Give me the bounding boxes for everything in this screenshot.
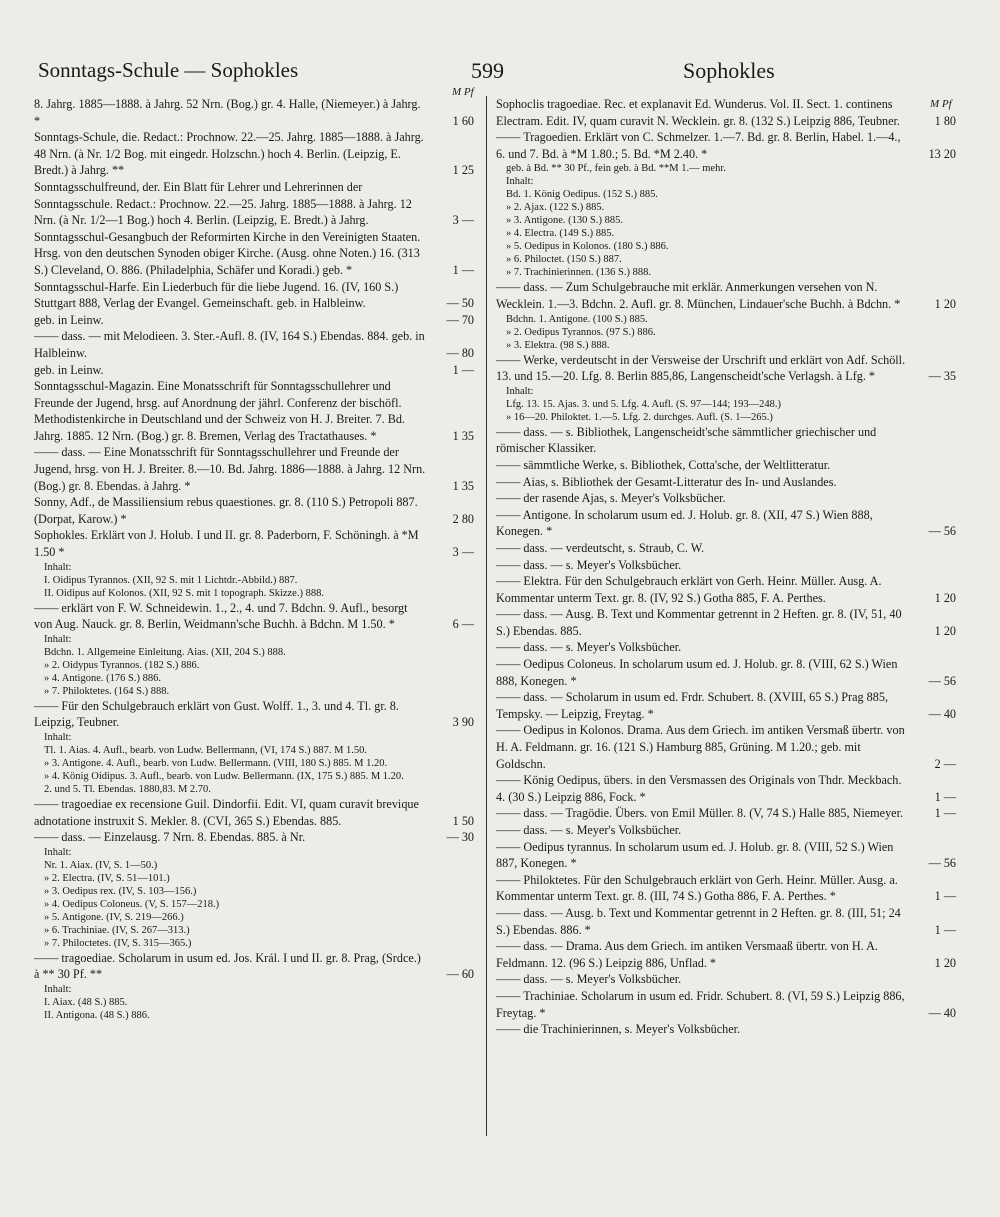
entry-price: — 30 (446, 830, 474, 845)
contents-line: Bd. 1. König Oedipus. (152 S.) 885. (506, 189, 658, 201)
entry-text: —— dass. — Drama. Aus dem Griech. im antiken Versmaaß übertr. von H. A. Feldmann. 12. (96 S.) Leipzig 886, Unflad. * (496, 939, 878, 970)
contents-line: Inhalt: (44, 983, 72, 995)
entry-price: 1 50 (452, 813, 474, 828)
contents-line: » 2. Oidypus Tyrannos. (182 S.) 886. (44, 659, 200, 671)
catalog-entry (496, 424, 956, 457)
contents-line: » 2. Electra. (IV, S. 51—101.) (44, 872, 170, 884)
entry-text: —— Aias, s. Bibliothek der Gesamt-Litteratur des In- und Auslandes. (496, 474, 837, 489)
contents-line: Lfg. 13. 15. Ajas. 3. und 5. Lfg. 4. Aufl. (S. 97—144; 193—248.) (506, 398, 782, 410)
entry-text: —— dass. — verdeutscht, s. Straub, C. W. (496, 540, 705, 555)
catalog-entry (496, 352, 956, 385)
page-number: 599 (471, 58, 504, 83)
catalog-entry (34, 698, 474, 731)
contents-line: » 4. Electra. (149 S.) 885. (506, 228, 615, 240)
entry-text: Sonny, Adf., de Massiliensium rebus quaestiones. gr. 8. (110 S.) Petropoli 887. (Dorpat, Karow.) * (34, 495, 418, 526)
contents-line: Inhalt: (44, 846, 72, 858)
catalog-entry (496, 639, 956, 656)
entry-price: — 60 (446, 967, 474, 982)
entry-price: — 56 (928, 856, 956, 871)
catalog-entry (34, 950, 474, 983)
entry-price: 1 — (934, 806, 956, 821)
contents-line: » 6. Trachiniae. (IV, S. 267—313.) (44, 924, 190, 936)
contents-line: Tl. 1. Aias. 4. Aufl., bearb. von Ludw. Bellermann, (VI, 174 S.) 887. M 1.50. (44, 745, 368, 756)
catalog-entry (496, 971, 956, 988)
entry-text: —— dass. — Zum Schulgebrauche mit erklär. Anmerkungen versehen von N. Wecklein. 1.—3. Bdchn. 2. Aufl. gr. 8. München, Lindauer'sche Buchh. à Bdchn. * (496, 280, 901, 311)
catalog-entry (34, 179, 474, 229)
header-left-title: Sonntags-Schule — Sophokles (38, 58, 299, 82)
entry-price: 1 20 (934, 623, 956, 638)
catalog-entry (34, 600, 474, 633)
entry-text: —— erklärt von F. W. Schneidewin. 1., 2., 4. und 7. Bdchn. 9. Aufl., besorgt von Aug. Nauck. gr. 8. Berlin, Weidmann'sche Buchh. à Bdchn. M 1.50. * (34, 600, 408, 632)
contents-line: » 2. Oedipus Tyrannos. (97 S.) 886. (506, 326, 656, 338)
entry-text: —— Werke, verdeutscht in der Versweise der Urschrift und erklärt von Adf. Schöll. 13. und 15.—20. Lfg. 8. Berlin 885,86, Langenscheidt'sche Verlagsh. à Lfg. * (496, 352, 906, 384)
entry-price: 1 25 (452, 163, 474, 178)
currency-label-left: M Pf (452, 86, 474, 98)
entry-price: 6 — (452, 617, 474, 632)
entry-text: Sonntagsschul-Harfe. Ein Liederbuch für die liebe Jugend. 16. (IV, 160 S.) Stuttgart 888, Verlag der Evangel. Gemeinschaft. geb. in Halbleinw. (34, 279, 399, 311)
entry-text: —— tragoediae. Scholarum in usum ed. Jos. Král. I und II. gr. 8. Prag, (Srdce.) à ** 30 Pf. ** (34, 950, 421, 982)
entry-text: —— dass. — s. Meyer's Volksbücher. (496, 823, 682, 837)
entry-text: —— der rasende Ajas, s. Meyer's Volksbücher. (496, 491, 726, 506)
catalog-entry (496, 872, 956, 905)
contents-line: » 5. Antigone. (IV, S. 219—266.) (44, 911, 184, 923)
entry-price: 1 — (934, 922, 956, 937)
entry-text: —— Oedipus Coloneus. In scholarum usum ed. J. Holub. gr. 8. (VIII, 62 S.) Wien 888, Konegen. * (496, 657, 898, 688)
entry-text: geb. in Leinw. (34, 362, 104, 377)
entry-text: —— dass. — s. Meyer's Volksbücher. (496, 557, 682, 572)
contents-line: » 6. Philoctet. (150 S.) 887. (506, 254, 622, 266)
entry-text: —— dass. — s. Bibliothek, Langenscheidt'sche sämmtlicher griechischer und römischer Klassiker. (496, 424, 877, 456)
left-column (34, 96, 474, 1022)
catalog-entry (496, 722, 956, 772)
entry-text: —— dass. — Scholarum in usum ed. Frdr. Schubert. 8. (XVIII, 65 S.) Prag 885, Tempsky. — Leipzig, Freytag. * (496, 690, 888, 721)
entry-text: —— dass. — s. Meyer's Volksbücher. (496, 972, 682, 987)
entry-text: —— Antigone. In scholarum usum ed. J. Holub. gr. 8. (XII, 47 S.) Wien 888, Konegen. * (496, 507, 873, 539)
contents-line: I. Oidipus Tyrannos. (XII, 92 S. mit 1 Lichtdr.-Abbild.) 887. (44, 574, 298, 586)
contents-line: » 3. Elektra. (98 S.) 888. (506, 339, 610, 351)
catalog-entry (496, 938, 956, 971)
catalog-entry (496, 1021, 956, 1038)
catalog-entry (496, 129, 956, 162)
right-column (496, 96, 956, 1038)
entry-text: Sonntagsschul-Magazin. Eine Monatsschrift für Sonntagsschullehrer und Freunde der Jugend, hrsg. auf Anordnung der jährl. Conferenz der bischöfl. Methodistenkirche in Deutschland und der Schweiz von H. J. Breiter. 7. Bd. Jahrg. 1885. 12 Nrn. (Bog.) gr. 8. Bremen, Verlag des Tractathauses. * (34, 379, 405, 443)
entry-price: 1 60 (452, 113, 474, 128)
entry-text: Sonntagsschulfreund, der. Ein Blatt für Lehrer und Lehrerinnen der Sonntagsschule. Redact.: Prochnow. 22.—25. Jahrg. 1885—1888. à Jahrg. 12 Nrn. (à Nr. 1/2—1 Bog.) hoch 4. Berlin. (Leipzig, E. Bredt.) à Jahrg. (34, 179, 412, 228)
catalog-entry (496, 457, 956, 474)
currency-label-right: M Pf (930, 98, 952, 110)
entry-text: —— dass. — mit Melodieen. 3. Ster.-Aufl. 8. (IV, 164 S.) Ebendas. 884. geb. in Halbleinw. (34, 329, 425, 360)
entry-price: 1 80 (934, 113, 956, 128)
catalog-entry (34, 96, 474, 129)
entry-price: 3 — (452, 545, 474, 560)
catalog-entry (34, 362, 474, 379)
entry-price: 1 — (934, 789, 956, 804)
page-header (0, 58, 1000, 90)
contents-line: Inhalt: (44, 633, 72, 645)
catalog-entry (496, 279, 956, 312)
catalog-entry (496, 540, 956, 557)
contents-line: Bdchn. 1. Allgemeine Einleitung. Aias. (XII, 204 S.) 888. (44, 646, 286, 658)
entry-price: 1 35 (452, 428, 474, 443)
entry-price: 2 80 (452, 511, 474, 526)
entry-price: 1 35 (452, 478, 474, 493)
entry-text: —— Oedipus in Kolonos. Drama. Aus dem Griech. im antiken Versmaß übertr. von H. A. Feldmann. gr. 16. (121 S.) Hamburg 885, Grüning. M 1.20.; geb. mit Goldschn. (496, 723, 905, 771)
contents-line: » 4. Oedipus Coloneus. (V, S. 157—218.) (44, 898, 220, 910)
catalog-entry (496, 839, 956, 872)
entry-price: — 56 (928, 673, 956, 688)
entry-price: — 50 (446, 296, 474, 311)
contents-line: Bdchn. 1. Antigone. (100 S.) 885. (506, 313, 648, 325)
entry-price: 1 — (934, 889, 956, 904)
catalog-entry (34, 378, 474, 444)
contents-line: II. Oidipus auf Kolonos. (XII, 92 S. mit 1 topograph. Skizze.) 888. (44, 587, 324, 599)
entry-price: 2 — (934, 756, 956, 771)
catalog-entry (496, 822, 956, 839)
catalog-entry (496, 557, 956, 574)
contents-line: » 2. Ajax. (122 S.) 885. (506, 202, 605, 214)
contents-line: Nr. 1. Aiax. (IV, S. 1—50.) (44, 859, 158, 871)
entry-price: 3 — (452, 213, 474, 228)
catalog-entry (34, 796, 474, 829)
contents-line: Inhalt: (506, 385, 534, 397)
catalog-entry (496, 656, 956, 689)
entry-price: 3 90 (452, 715, 474, 730)
entry-text: Sophokles. Erklärt von J. Holub. I und II. gr. 8. Paderborn, F. Schöningh. à *M 1.50 * (34, 528, 419, 560)
contents-line: II. Antigona. (48 S.) 886. (44, 1009, 150, 1021)
catalog-entry (34, 279, 474, 312)
contents-line: Inhalt: (44, 561, 72, 573)
catalog-entry (496, 490, 956, 507)
entry-price: 1 20 (934, 296, 956, 311)
entry-price: — 40 (928, 706, 956, 721)
catalog-entry (496, 905, 956, 938)
contents-line: Inhalt: (44, 732, 72, 743)
entry-price: 1 20 (934, 955, 956, 970)
contents-line: 2. und 5. Tl. Ebendas. 1880,83. M 2.70. (44, 784, 211, 795)
entry-text: Sonntagsschul-Gesangbuch der Reformirten Kirche in den Vereinigten Staaten. Hrsg. von den deutschen Synoden obiger Kirche. (Ausg. ohne Noten.) 16. (313 S.) Cleveland, O. 886. (Philadelphia, Schäfer und Koradi.) geb. * (34, 229, 421, 277)
catalog-entry (34, 129, 474, 179)
entry-text: —— sämmtliche Werke, s. Bibliothek, Cotta'sche, der Weltlitteratur. (496, 457, 831, 472)
contents-line: » 7. Philoctetes. (IV, S. 315—365.) (44, 937, 192, 949)
contents-line: » 5. Oedipus in Kolonos. (180 S.) 886. (506, 241, 669, 253)
entry-price: 13 20 (928, 146, 956, 161)
entry-text: —— Für den Schulgebrauch erklärt von Gust. Wolff. 1., 3. und 4. Tl. gr. 8. Leipzig, Teubner. (34, 698, 399, 730)
column-divider (486, 96, 487, 1136)
entry-price: — 70 (446, 312, 474, 327)
entry-text: Sophoclis tragoediae. Rec. et explanavit Ed. Wunderus. Vol. II. Sect. 1. continens Electram. Edit. IV, quam curavit N. Wecklein. gr. 8. (132 S.) Leipzig 886, Teubner. (496, 97, 900, 128)
contents-line: » 3. Antigone. 4. Aufl., bearb. von Ludw. Bellermann. (VIII, 180 S.) 885. M 1.20. (44, 758, 388, 769)
contents-line: geb. à Bd. ** 30 Pf., fein geb. à Bd. **M 1.— mehr. (506, 163, 726, 175)
header-right-title: Sophokles (683, 58, 775, 83)
catalog-entry (496, 96, 956, 129)
contents-line: » 7. Trachinierinnen. (136 S.) 888. (506, 267, 651, 279)
contents-line: » 3. Antigone. (130 S.) 885. (506, 215, 623, 227)
contents-line: » 7. Philoktetes. (164 S.) 888. (44, 685, 170, 697)
catalog-entry (34, 229, 474, 279)
entry-price: — 35 (928, 369, 956, 384)
entry-text: —— dass. — Ausg. b. Text und Kommentar getrennt in 2 Heften. gr. 8. (III, 51; 24 S.) Ebendas. 886. * (496, 905, 901, 937)
entry-text: —— Elektra. Für den Schulgebrauch erklärt von Gerh. Heinr. Müller. Ausg. A. Kommentar unterm Text. gr. 8. (IV, 92 S.) Gotha 885, F. A. Perthes. (496, 574, 882, 605)
entry-text: —— Oedipus tyrannus. In scholarum usum ed. J. Holub. gr. 8. (VIII, 52 S.) Wien 887, Konegen. * (496, 839, 894, 871)
contents-line: » 3. Oedipus rex. (IV, S. 103—156.) (44, 885, 197, 897)
entry-text: —— dass. — s. Meyer's Volksbücher. (496, 640, 682, 655)
entry-text: —— dass. — Einzelausg. 7 Nrn. 8. Ebendas. 885. à Nr. (34, 830, 306, 845)
catalog-entry (34, 494, 474, 527)
entry-text: 8. Jahrg. 1885—1888. à Jahrg. 52 Nrn. (Bog.) gr. 4. Halle, (Niemeyer.) à Jahrg. * (34, 97, 421, 128)
contents-line: » 4. Antigone. (176 S.) 886. (44, 672, 161, 684)
entry-text: —— dass. — Eine Monatsschrift für Sonntagsschullehrer und Freunde der Jugend, hrsg. von H. J. Breiter. 8.—10. Bd. Jahrg. 1886—1888. à Jahrg. 12 Nrn. (Bog.) gr. 8. Ebendas. à Jahrg. * (34, 445, 426, 493)
catalog-entry (496, 772, 956, 805)
entry-text: —— König Oedipus, übers. in den Versmassen des Originals von Thdr. Meckbach. 4. (30 S.) Leipzig 886, Fock. * (496, 773, 902, 804)
entry-price: — 80 (446, 345, 474, 360)
entry-price: 1 20 (934, 590, 956, 605)
entry-price: 1 — (452, 362, 474, 377)
contents-line: » 16—20. Philoktet. 1.—5. Lfg. 2. durchges. Aufl. (S. 1—265.) (506, 411, 773, 423)
catalog-entry (34, 444, 474, 494)
contents-line: » 4. König Oidipus. 3. Aufl., bearb. von Ludw. Bellermann. (IX, 175 S.) 885. M 1.20. (44, 771, 404, 782)
catalog-entry (496, 805, 956, 822)
entry-text: —— dass. — Tragödie. Übers. von Emil Müller. 8. (V, 74 S.) Halle 885, Niemeyer. (496, 806, 904, 821)
contents-line: I. Aiax. (48 S.) 885. (44, 996, 128, 1008)
entry-text: —— tragoediae ex recensione Guil. Dindorfii. Edit. VI, quam curavit brevique adnotatione instruxit S. Mekler. 8. (CVI, 365 S.) Ebendas. 885. (34, 797, 419, 828)
entry-text: geb. in Leinw. (34, 312, 104, 327)
entry-text: —— Tragoedien. Erklärt von C. Schmelzer. 1.—7. Bd. gr. 8. Berlin, Habel. 1.—4., 6. und 7. Bd. à *M 1.80.; 5. Bd. *M 2.40. * (496, 130, 901, 161)
catalog-entry (34, 527, 474, 560)
catalog-entry (34, 829, 474, 846)
catalog-entry (496, 606, 956, 639)
entry-text: —— dass. — Ausg. B. Text und Kommentar getrennt in 2 Heften. gr. 8. (IV, 51, 40 S.) Ebendas. 885. (496, 607, 902, 638)
entry-price: — 40 (928, 1005, 956, 1020)
catalog-entry (496, 573, 956, 606)
catalog-entry (496, 988, 956, 1021)
catalog-entry (496, 689, 956, 722)
entry-text: Sonntags-Schule, die. Redact.: Prochnow. 22.—25. Jahrg. 1885—1888. à Jahrg. 48 Nrn. (à Nr. 1/2 Bog. mit eingedr. Holzschn.) hoch 4. Berlin. (Leipzig, E. Bredt.) à Jahrg. ** (34, 130, 424, 178)
entry-text: —— die Trachinierinnen, s. Meyer's Volksbücher. (496, 1022, 741, 1037)
catalog-entry (34, 312, 474, 329)
contents-line: Inhalt: (506, 176, 534, 188)
entry-price: — 56 (928, 524, 956, 539)
catalog-entry (496, 507, 956, 540)
catalog-entry (34, 328, 474, 361)
entry-text: —— Philoktetes. Für den Schulgebrauch erklärt von Gerh. Heinr. Müller. Ausg. a. Kommentar unterm Text. gr. 8. (III, 74 S.) Gotha 886, F. A. Perthes. * (496, 872, 898, 904)
entry-text: —— Trachiniae. Scholarum in usum ed. Fridr. Schubert. 8. (VI, 59 S.) Leipzig 886, Freytag. * (496, 988, 905, 1020)
entry-price: 1 — (452, 262, 474, 277)
catalog-entry (496, 474, 956, 491)
